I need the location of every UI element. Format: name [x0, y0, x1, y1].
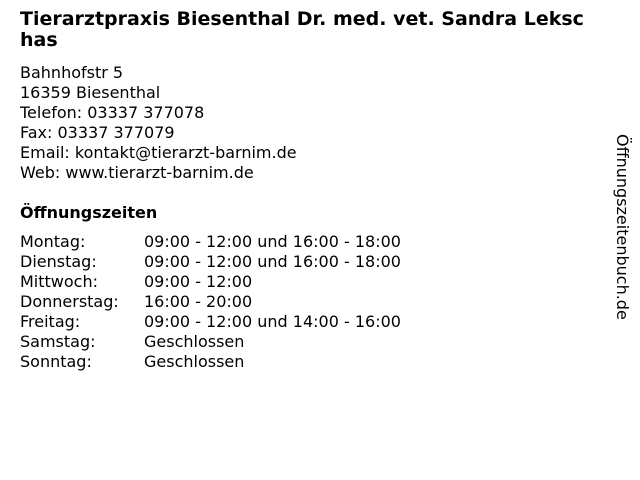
- city: 16359 Biesenthal: [20, 83, 161, 102]
- hours-row-sunday: [20, 352, 401, 372]
- day-hours: 09:00 - 12:00 und 16:00 - 18:00: [144, 232, 401, 251]
- phone: Telefon: 03337 377078: [20, 103, 205, 122]
- hours-row-monday: [20, 232, 401, 252]
- hours-row-tuesday: [20, 252, 401, 272]
- day-label: Montag:: [20, 232, 86, 251]
- day-hours: Geschlossen: [144, 332, 245, 351]
- day-label: Donnerstag:: [20, 292, 119, 311]
- opening-hours-table: [20, 232, 401, 372]
- day-hours: 09:00 - 12:00: [144, 272, 253, 291]
- day-label: Freitag:: [20, 312, 81, 331]
- day-label: Dienstag:: [20, 252, 97, 271]
- street: Bahnhofstr 5: [20, 63, 124, 82]
- practice-name: Tierarztpraxis Biesenthal Dr. med. vet. Sandra Lekschas: [20, 8, 584, 51]
- opening-hours-heading: Öffnungszeiten: [20, 203, 158, 222]
- day-hours: Geschlossen: [144, 352, 245, 371]
- brand-watermark: Öffnungszeitenbuch.de: [613, 134, 632, 320]
- fax: Fax: 03337 377079: [20, 123, 175, 142]
- day-label: Samstag:: [20, 332, 96, 351]
- contact-block: [20, 63, 595, 183]
- hours-row-friday: [20, 312, 401, 332]
- hours-row-thursday: [20, 292, 401, 312]
- email: Email: kontakt@tierarzt-barnim.de: [20, 143, 297, 162]
- day-label: Sonntag:: [20, 352, 92, 371]
- website: Web: www.tierarzt-barnim.de: [20, 163, 254, 182]
- day-hours: 09:00 - 12:00 und 14:00 - 16:00: [144, 312, 401, 331]
- day-hours: 16:00 - 20:00: [144, 292, 253, 311]
- day-hours: 09:00 - 12:00 und 16:00 - 18:00: [144, 252, 401, 271]
- hours-row-wednesday: [20, 272, 401, 292]
- practice-card: [20, 9, 595, 372]
- hours-row-saturday: [20, 332, 401, 352]
- day-label: Mittwoch:: [20, 272, 98, 291]
